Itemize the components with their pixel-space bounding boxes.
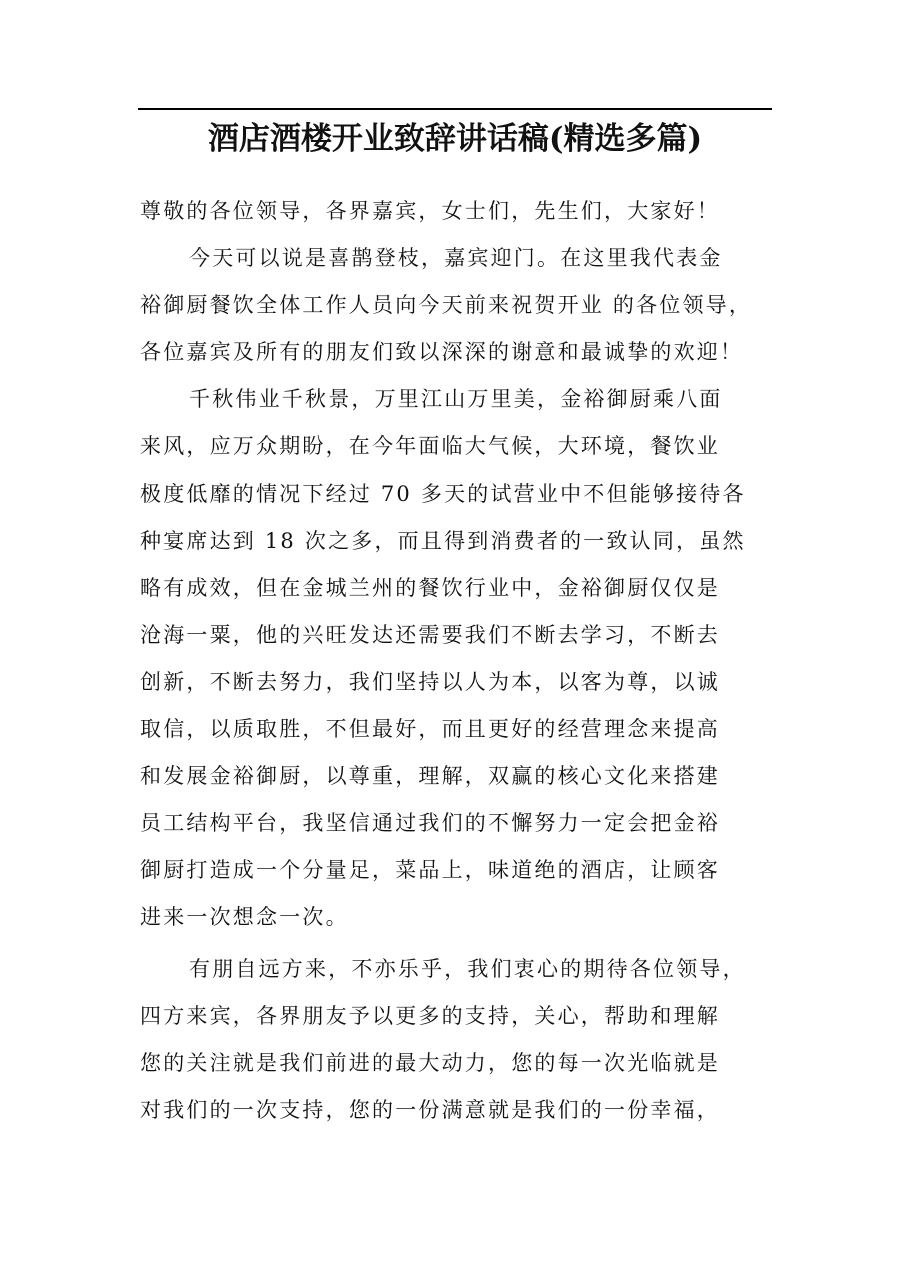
document-body xyxy=(140,188,780,1134)
text-line: 进来一次想念一次。 xyxy=(140,905,349,930)
text-line: 有朋自远方来，不亦乐乎，我们衷心的期待各位领导， xyxy=(189,956,746,981)
text-line: 裕御厨餐饮全体工作人员向今天前来祝贺开业 的各位领导， xyxy=(140,293,753,318)
text-line: 种宴席达到 18 次之多，而且得到消费者的一致认同，虽然 xyxy=(140,528,746,553)
text-line: 员工结构平台，我坚信通过我们的不懈努力一定会把金裕 xyxy=(140,811,720,836)
text-line: 和发展金裕御厨，以尊重，理解，双赢的核心文化来搭建 xyxy=(140,764,720,789)
text-line: 您的关注就是我们前进的最大动力，您的每一次光临就是 xyxy=(140,1050,720,1075)
text-line: 尊敬的各位领导，各界嘉宾，女士们，先生们，大家好！ xyxy=(140,199,720,223)
text-line: 取信，以质取胜，不但最好，而且更好的经营理念来提高 xyxy=(140,717,720,742)
text-line: 四方来宾，各界朋友予以更多的支持，关心，帮助和理解 xyxy=(140,1003,720,1028)
header-rule xyxy=(138,108,772,110)
text-line: 沧海一粟，他的兴旺发达还需要我们不断去学习，不断去 xyxy=(140,622,720,647)
text-line: 今天可以说是喜鹊登枝，嘉宾迎门。在这里我代表金 xyxy=(189,246,723,271)
text-line: 略有成效，但在金城兰州的餐饮行业中，金裕御厨仅仅是 xyxy=(140,575,720,600)
text-line: 对我们的一次支持，您的一份满意就是我们的一份幸福， xyxy=(140,1097,720,1122)
text-line: 极度低靡的情况下经过 70 多天的试营业中不但能够接待各 xyxy=(140,481,746,506)
text-line: 千秋伟业千秋景，万里江山万里美，金裕御厨乘八面 xyxy=(189,387,723,412)
text-line: 来风，应万众期盼，在今年面临大气候，大环境，餐饮业 xyxy=(140,434,720,459)
document-title: 酒店酒楼开业致辞讲话稿(精选多篇) xyxy=(207,121,703,157)
text-line: 各位嘉宾及所有的朋友们致以深深的谢意和最诚挚的欢迎！ xyxy=(140,340,744,365)
text-line: 创新，不断去努力，我们坚持以人为本，以客为尊，以诚 xyxy=(140,669,720,694)
text-line: 御厨打造成一个分量足，菜品上，味道绝的酒店，让顾客 xyxy=(140,858,720,883)
